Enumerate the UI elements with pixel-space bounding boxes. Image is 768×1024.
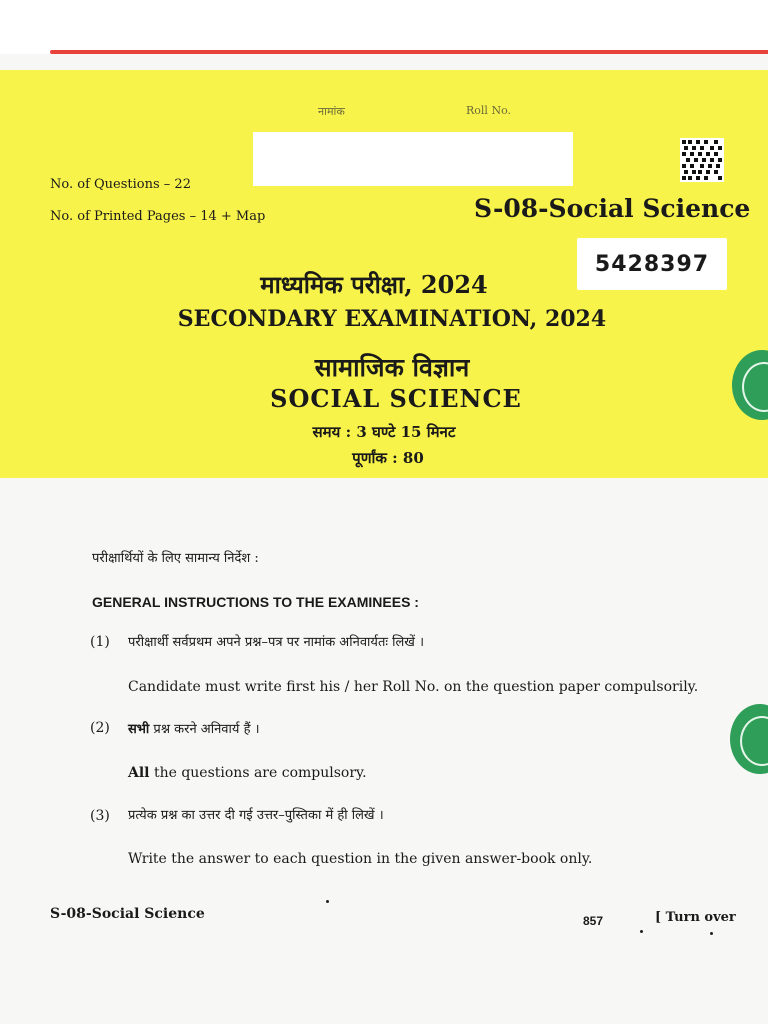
subject-title-english: SOCIAL SCIENCE <box>270 384 522 413</box>
number-of-questions: No. of Questions – 22 <box>50 177 191 192</box>
subject-title-hindi: सामाजिक विज्ञान <box>314 353 470 382</box>
number-of-pages: No. of Printed Pages – 14 + Map <box>50 209 266 224</box>
scan-speck <box>326 900 329 903</box>
instruction-hindi: प्रत्येक प्रश्न का उत्तर दी गई उत्तर–पुस्तिका में ही लिखें । <box>128 808 384 823</box>
instruction-english-emphasis: All <box>128 765 150 781</box>
turn-over-label: [ Turn over <box>655 910 736 925</box>
instruction-hindi: परीक्षार्थी सर्वप्रथम अपने प्रश्न–पत्र पर नामांक अनिवार्यतः लिखें । <box>128 635 424 650</box>
instruction-hindi <box>128 719 260 737</box>
maximum-marks: पूर्णांक : 80 <box>352 449 424 467</box>
instructions-title-hindi: परीक्षार्थियों के लिए सामान्य निर्देश : <box>92 551 259 566</box>
instruction-hindi-emphasis: सभी <box>128 722 150 737</box>
instruction-number: (3) <box>90 808 110 824</box>
ghost-roll-label: Roll No. <box>466 104 511 117</box>
instruction-english: Write the answer to each question in the given answer-book only. <box>128 851 593 867</box>
instruction-english-rest: the questions are compulsory. <box>149 765 367 781</box>
redacted-roll-number <box>253 132 573 186</box>
confidential-seal-icon <box>730 704 768 774</box>
cover-header <box>0 70 768 478</box>
footer-page-number: 857 <box>583 914 604 928</box>
scan-speck <box>710 932 713 935</box>
scan-speck <box>640 930 643 933</box>
serial-number: 5428397 <box>577 238 727 290</box>
instruction-number: (2) <box>90 720 110 736</box>
paper-code: S-08-Social Science <box>474 194 751 223</box>
footer-paper-code: S-08-Social Science <box>50 906 205 922</box>
instruction-hindi-rest: प्रश्न करने अनिवार्य हैं । <box>149 722 260 737</box>
qr-code-icon <box>680 138 724 182</box>
instruction-english: Candidate must write first his / her Roll No. on the question paper compulsorily. <box>128 679 699 695</box>
exam-title-english: SECONDARY EXAMINATION, 2024 <box>177 306 607 332</box>
exam-paper <box>0 54 768 1024</box>
exam-title-hindi: माध्यमिक परीक्षा, 2024 <box>260 270 488 299</box>
instructions-title-english: GENERAL INSTRUCTIONS TO THE EXAMINEES : <box>92 594 419 610</box>
ghost-roll-label-hindi: नामांक <box>318 105 345 118</box>
instruction-number: (1) <box>90 634 110 650</box>
exam-duration: समय : 3 घण्टे 15 मिनट <box>312 423 456 441</box>
instruction-english <box>128 765 367 781</box>
scan-margin <box>0 0 768 52</box>
